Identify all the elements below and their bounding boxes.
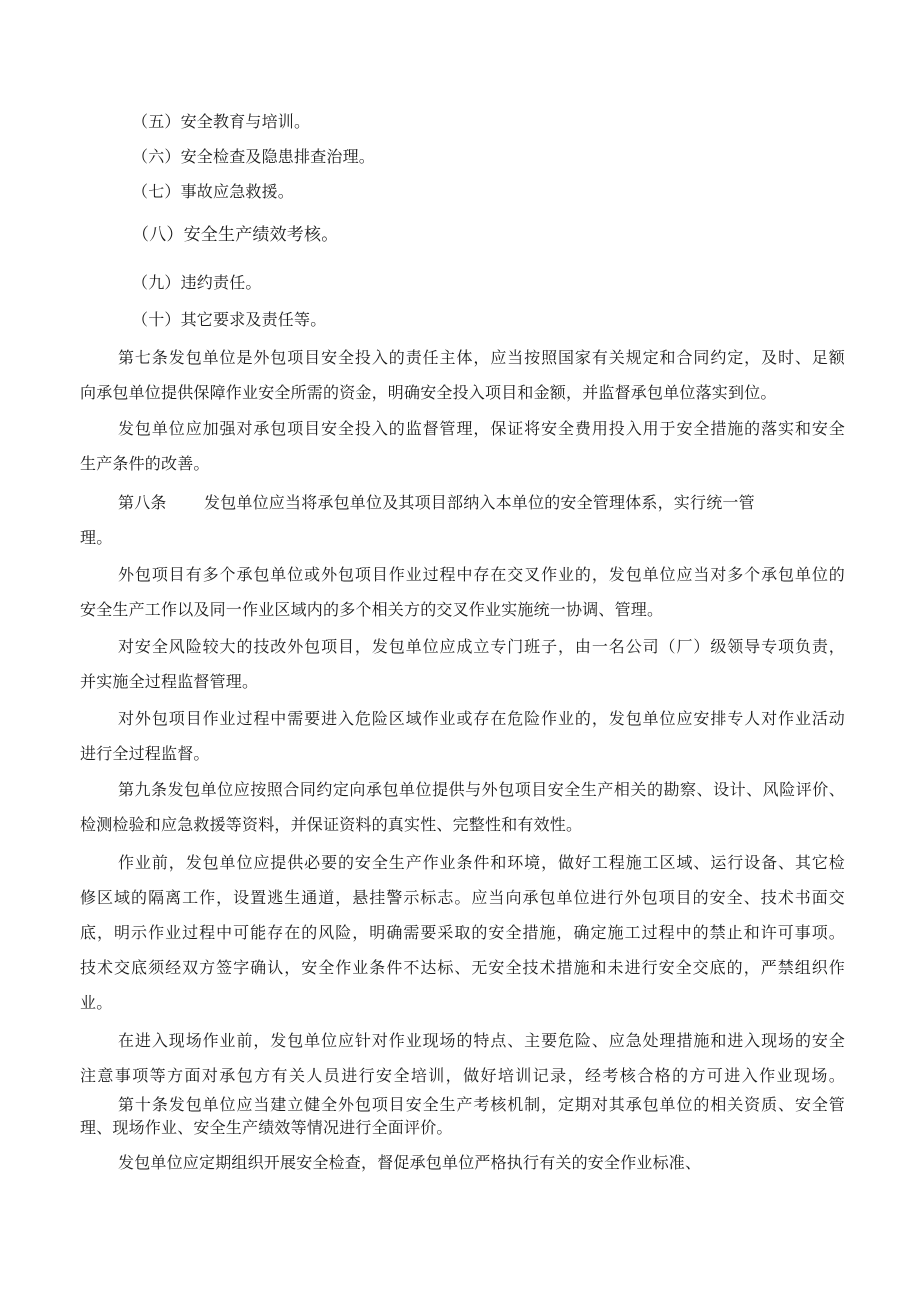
article10-para1-line1: 第十条发包单位应当建立健全外包项目安全生产考核机制，定期对其承包单位的相关资质、安全管 (118, 1095, 845, 1114)
list-item-10: （十）其它要求及责任等。 (132, 310, 327, 329)
article9-para1-line1: 第九条发包单位应按照合同约定向承包单位提供与外包项目安全生产相关的勘察、设计、风险评价、 (118, 780, 845, 799)
article7-para1-line1: 第七条发包单位是外包项目安全投入的责任主体，应当按照国家有关规定和合同约定，及时、足额 (118, 348, 845, 367)
article7-para2-line1: 发包单位应加强对承包项目安全投入的监督管理，保证将安全费用投入用于安全措施的落实和安全 (118, 419, 845, 438)
list-item-7: （七）事故应急救援。 (132, 182, 295, 201)
article8-para3-line1: 对安全风险较大的技改外包项目，发包单位应成立专门班子，由一名公司（厂）级领导专项负责， (118, 637, 845, 656)
list-item-6: （六）安全检查及隐患排查治理。 (132, 147, 376, 166)
article10-para2-line1: 发包单位应定期组织开展安全检查，督促承包单位严格执行有关的安全作业标准、 (118, 1153, 702, 1172)
article9-para2-line2: 修区域的隔离工作，设置逃生通道，悬挂警示标志。应当向承包单位进行外包项目的安全、技术书面交 (80, 888, 845, 907)
list-item-5: （五）安全教育与培训。 (132, 112, 311, 131)
article9-para2-line1: 作业前，发包单位应提供必要的安全生产作业条件和环境，做好工程施工区域、运行设备、其它检 (118, 853, 845, 872)
article9-para2-line5: 业。 (80, 993, 113, 1012)
article7-para1-line2: 向承包单位提供保障作业安全所需的资金，明确安全投入项目和金额，并监督承包单位落实到位。 (80, 383, 777, 402)
article7-para2-line2: 生产条件的改善。 (80, 454, 210, 473)
article9-para1-line2: 检测检验和应急救援等资料，并保证资料的真实性、完整性和有效性。 (80, 815, 583, 834)
article8-para2-line2: 安全生产工作以及同一作业区域内的多个相关方的交叉作业实施统一协调、管理。 (80, 600, 664, 619)
article9-para2-line3: 底，明示作业过程中可能存在的风险，明确需要采取的安全措施，确定施工过程中的禁止和许可事项。 (80, 923, 845, 942)
article8-para4-line1: 对外包项目作业过程中需要进入危险区域作业或存在危险作业的，发包单位应安排专人对作业活动 (118, 709, 845, 728)
list-item-9: （九）违约责任。 (132, 273, 262, 292)
article8-para3-line2: 并实施全过程监督管理。 (80, 672, 259, 691)
article8-heading: 第八条 (118, 493, 167, 512)
article9-para3-line1: 在进入现场作业前，发包单位应针对作业现场的特点、主要危险、应急处理措施和进入现场的安全 (118, 1031, 845, 1050)
article8-para4-line2: 进行全过程监督。 (80, 744, 210, 763)
article8-para1-line1: 发包单位应当将承包单位及其项目部纳入本单位的安全管理体系，实行统一管 (204, 493, 755, 512)
article9-para2-line4: 技术交底须经双方签字确认，安全作业条件不达标、无安全技术措施和未进行安全交底的，严禁组织作 (80, 958, 845, 977)
list-item-8: （八）安全生产绩效考核。 (132, 225, 339, 245)
article8-para2-line1: 外包项目有多个承包单位或外包项目作业过程中存在交叉作业的，发包单位应当对多个承包单位的 (118, 565, 845, 584)
article10-para1-line2: 理、现场作业、安全生产绩效等情况进行全面评价。 (80, 1118, 453, 1137)
article9-para3-line2: 注意事项等方面对承包方有关人员进行安全培训，做好培训记录，经考核合格的方可进入作业现场。 (80, 1066, 845, 1085)
article8-para1-line2: 理。 (80, 528, 113, 547)
